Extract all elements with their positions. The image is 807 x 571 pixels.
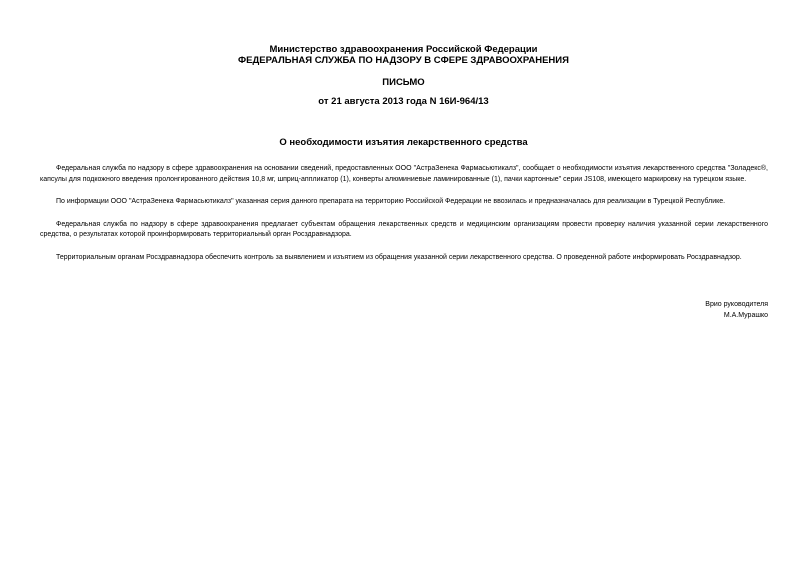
paragraph-4: Территориальным органам Росздравнадзора обеспечить контроль за выявлением и изъятием из обращения указанной серии лекарственного средства. О проведенной работе информировать Росздравнадзор.: [56, 253, 742, 261]
paragraph-2: По информации ООО "АстраЗенека Фармасьютикалз" указанная серия данного препарата на территорию Российской Федерации не ввозилась и предназначалась для реализации в Турецкой Республике.: [56, 198, 726, 205]
document-body: [40, 164, 768, 275]
signatory-name: М.А.Мурашко: [723, 312, 768, 319]
document-title: О необходимости изъятия лекарственного средства: [279, 137, 528, 148]
paragraph-3: Федеральная служба по надзору в сфере здравоохранения предлагает субъектам обращения лекарственных средств и медицинским организациям провести проверку наличия указанной серии лекарственного средства, о результатах которой проинформировать территориальный орган Росздравнадзора.: [40, 220, 768, 238]
ministry-name: Министерство здравоохранения Российской Федерации: [269, 44, 538, 55]
signature-block: [705, 299, 768, 321]
document-header: [0, 44, 807, 66]
document-type: ПИСЬМО: [382, 77, 425, 88]
service-name: ФЕДЕРАЛЬНАЯ СЛУЖБА ПО НАДЗОРУ В СФЕРЕ ЗДРАВООХРАНЕНИЯ: [238, 55, 569, 66]
signatory-position: Врио руководителя: [705, 301, 768, 308]
paragraph-1: Федеральная служба по надзору в сфере здравоохранения на основании сведений, предоставленных ООО "АстраЗенека Фармасьютикалз", сообщает о необходимости изъятия лекарственного средства "Золадекс®, капсулы для подкожного введения пролонгированного действия 10,8 мг, шприц-аппликатор (1), конверты алюминиевые ламинированные (1), пачки картонные" серии JS108, имеющего маркировку на турецком языке.: [40, 165, 768, 183]
document-date-number: от 21 августа 2013 года N 16И-964/13: [318, 96, 489, 107]
